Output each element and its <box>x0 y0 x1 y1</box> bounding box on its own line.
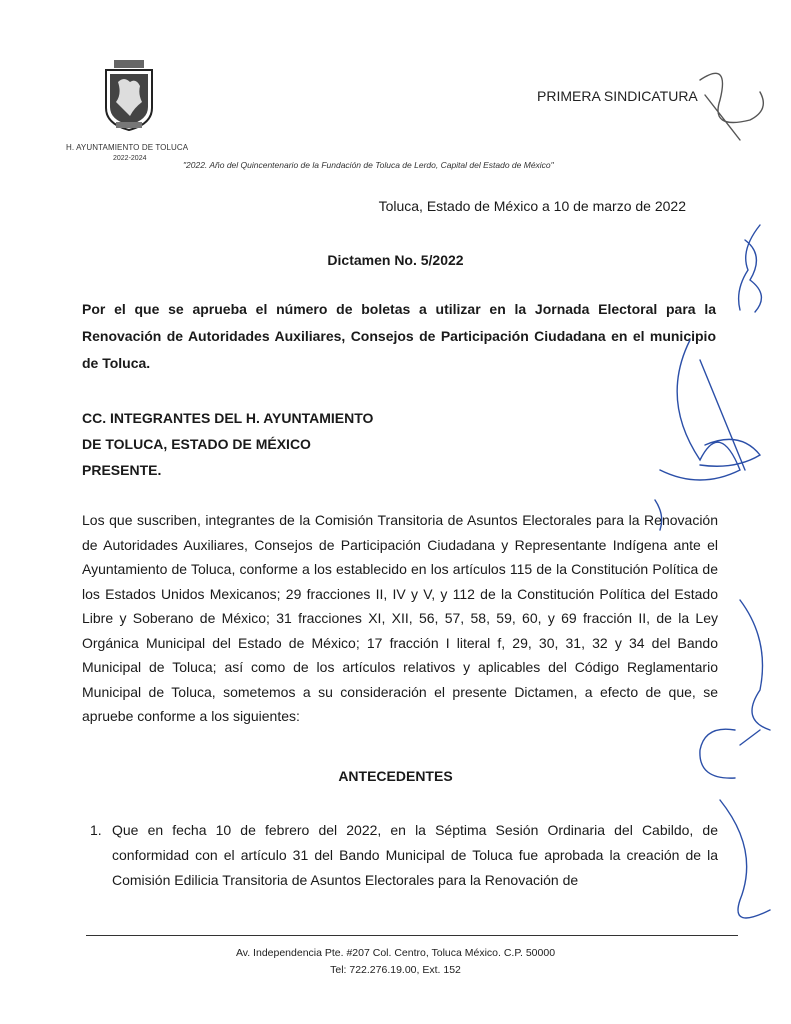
addressee-line: DE TOLUCA, ESTADO DE MÉXICO <box>82 436 311 452</box>
addressee-line: CC. INTEGRANTES DEL H. AYUNTAMIENTO <box>82 410 374 426</box>
footer-phone: Tel: 722.276.19.00, Ext. 152 <box>330 964 461 976</box>
signature-bottom <box>720 800 770 918</box>
organization-term: 2022-2024 <box>113 155 147 162</box>
list-item-text: Que en fecha 10 de febrero del 2022, en la Séptima Sesión Ordinaria del Cabildo, de conformidad con el artículo 31 del Bando Municipal de Toluca fue aprobada la creación de la Comisión Edilicia Transitoria de Asuntos Electorales para la Renovación de <box>112 822 718 888</box>
document-title: Dictamen No. 5/2022 <box>327 252 464 268</box>
list-item-number: 1. <box>90 822 102 838</box>
footer-address: Av. Independencia Pte. #207 Col. Centro, Toluca México. C.P. 50000 <box>235 947 556 959</box>
footer-divider <box>86 935 738 936</box>
organization-name: H. AYUNTAMIENTO DE TOLUCA <box>66 143 189 152</box>
section-title: ANTECEDENTES <box>338 768 453 784</box>
addressee-line: PRESENTE. <box>82 462 162 478</box>
signature-initials <box>739 225 762 312</box>
year-motto: "2022. Año del Quincentenario de la Fundación de Toluca de Lerdo, Capital del Estado de México" <box>183 160 554 170</box>
body-paragraph: Los que suscriben, integrantes de la Comisión Transitoria de Asuntos Electorales para la Renovación de Autoridades Auxiliares, Consejos de Participación Ciudadana y Representante Indígena ante el Ayuntamiento de Toluca, conforme a los establecido en los artículos 115 de la Constitución Política de los Estados Unidos Mexicanos; 29 fracciones II, IV y V, y 112 de la Constitución Política del Estado Libre y Soberano de México; 31 fracciones XI, XII, 56, 57, 58, 59, 60, y 69 fracción II, de la Ley Orgánica Municipal del Estado de México; 17 fracción I literal f, 29, 30, 31, 32 y 34 del Bando Municipal de Toluca; así como de los artículos relativos y aplicables del Código Reglamentario Municipal de Toluca, sometemos a su consideración el presente Dictamen, a efecto de que, se apruebe conforme a los siguientes: <box>82 512 718 724</box>
document-subject: Por el que se aprueba el número de boletas a utilizar en la Jornada Electoral para la Renovación de Autoridades Auxiliares, Consejos de Participación Ciudadana en el municipio de Toluca. <box>82 301 716 371</box>
signature-top-right <box>700 73 763 140</box>
place-date: Toluca, Estado de México a 10 de marzo de 2022 <box>378 198 686 214</box>
city-crest-logo <box>100 58 158 132</box>
office-name: PRIMERA SINDICATURA <box>537 88 698 104</box>
addressee-block <box>82 405 373 483</box>
list-item <box>90 818 718 893</box>
